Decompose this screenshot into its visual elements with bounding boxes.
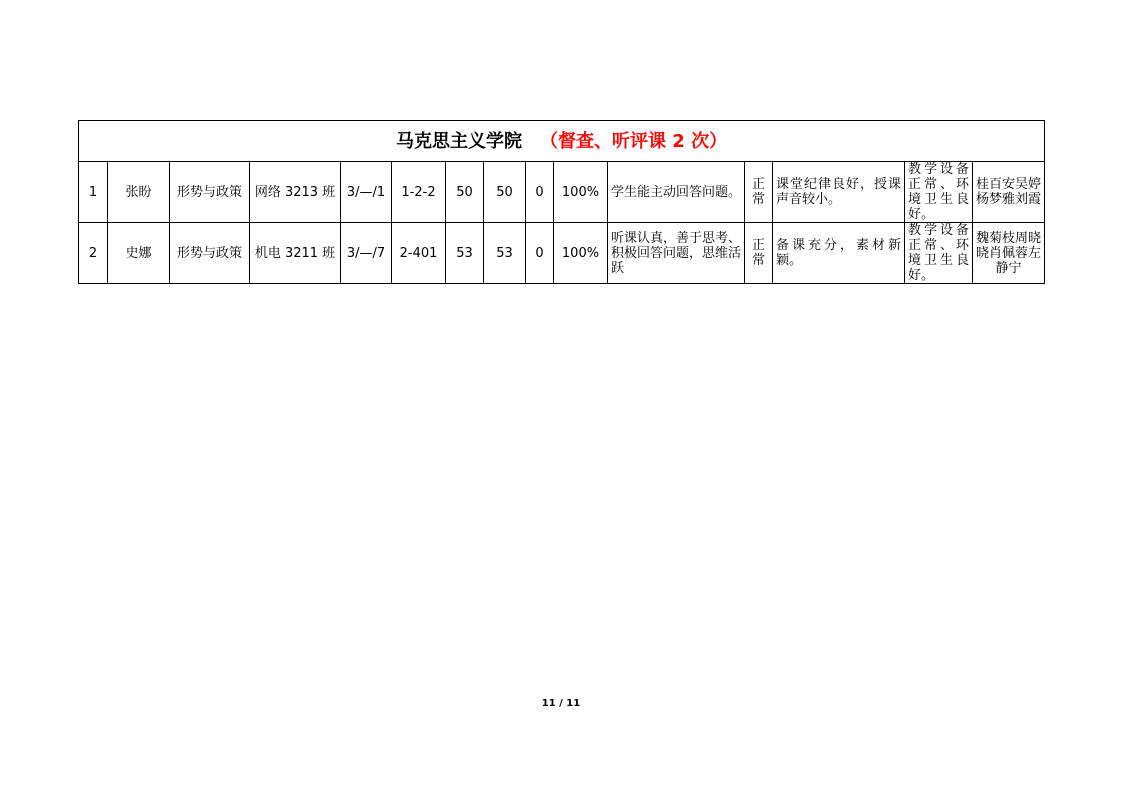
cell-absent: 0 [526,162,554,223]
table-row [79,162,1045,223]
cell-teacher-eval: 备课充分，素材新颖。 [773,223,905,284]
cell-room: 2-401 [392,223,446,284]
cell-course: 形势与政策 [170,162,250,223]
inspection-table [78,120,1045,284]
cell-inspectors: 魏菊枝周晓晓肖佩蓉左静宁 [973,223,1045,284]
cell-environment: 教学设备正常、环境卫生良好。 [905,162,973,223]
cell-class: 网络 3213 班 [250,162,341,223]
cell-course: 形势与政策 [170,223,250,284]
cell-teacher-eval: 课堂纪律良好，授课声音较小。 [773,162,905,223]
cell-actual: 53 [484,223,526,284]
cell-teacher: 史娜 [108,223,170,284]
cell-teacher: 张盼 [108,162,170,223]
cell-actual: 50 [484,162,526,223]
cell-expected: 53 [446,223,484,284]
cell-no: 1 [79,162,108,223]
cell-environment: 教学设备正常、环境卫生良好。 [905,223,973,284]
cell-time: 3/—/1 [341,162,392,223]
table-row [79,223,1045,284]
cell-expected: 50 [446,162,484,223]
cell-rate: 100% [554,223,608,284]
title-main: 马克思主义学院 [396,130,523,152]
cell-class: 机电 3211 班 [250,223,341,284]
cell-order: 正常 [745,223,773,284]
cell-absent: 0 [526,223,554,284]
cell-room: 1-2-2 [392,162,446,223]
cell-student-eval: 听课认真，善于思考、积极回答问题，思维活跃 [608,223,745,284]
title-row [79,121,1045,162]
cell-time: 3/—/7 [341,223,392,284]
cell-inspectors: 桂百安吴婷杨梦雅刘霞 [973,162,1045,223]
table-title [79,121,1045,162]
title-note: （督查、听评课 2 次） [540,130,728,152]
cell-student-eval: 学生能主动回答问题。 [608,162,745,223]
cell-order: 正常 [745,162,773,223]
cell-rate: 100% [554,162,608,223]
cell-no: 2 [79,223,108,284]
page-number: 11 / 11 [541,698,581,709]
